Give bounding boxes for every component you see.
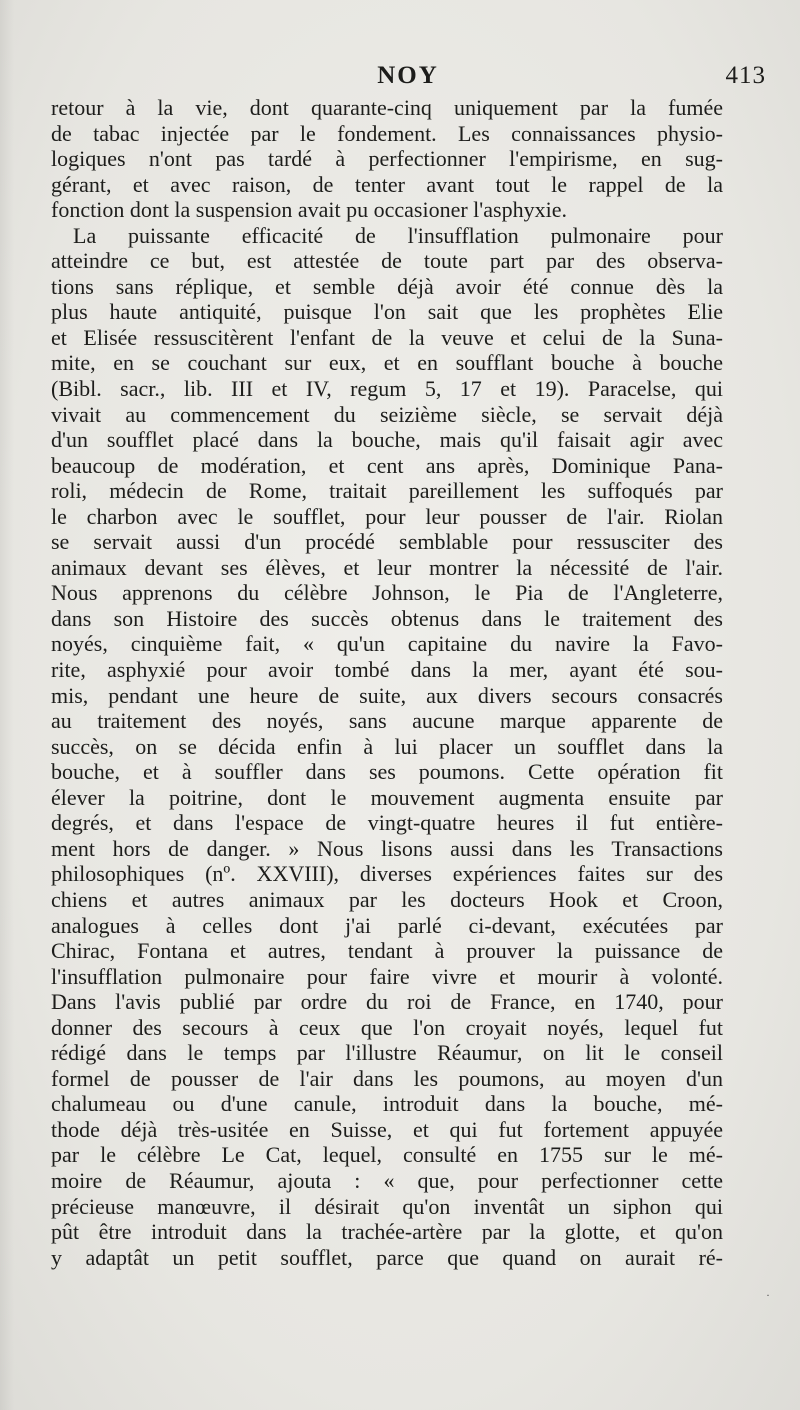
text-line: atteindre ce but, est attestée de toute part par des observa- [51, 248, 723, 274]
text-line: rédigé dans le temps par l'illustre Réaumur, on lit le conseil [51, 1040, 723, 1066]
text-line: l'insufflation pulmonaire pour faire vivre et mourir à volonté. [51, 963, 723, 989]
text-line: pût être introduit dans la trachée-artère par la glotte, et qu'on [51, 1219, 723, 1245]
paper-speck: · [766, 1288, 770, 1302]
text-line: philosophiques (nº. XXVIII), diverses expériences faites sur des [51, 861, 723, 887]
text-line: logiques n'ont pas tardé à perfectionner l'empirisme, en sug- [51, 146, 723, 172]
text-line: roli, médecin de Rome, traitait pareillement les suffoqués par [51, 478, 723, 504]
text-line: par le célèbre Le Cat, lequel, consulté en 1755 sur le mé- [51, 1142, 723, 1168]
page-edge-shadow [0, 0, 14, 1410]
text-line: degrés, et dans l'espace de vingt-quatre heures il fut entière- [51, 810, 723, 836]
running-head: NOY [377, 62, 439, 89]
text-line: plus haute antiquité, puisque l'on sait que les prophètes Elie [51, 299, 723, 325]
body-text [51, 95, 723, 1270]
text-line: Nous apprenons du célèbre Johnson, le Pia de l'Angleterre, [51, 580, 723, 606]
text-line: dans son Histoire des succès obtenus dans le traitement des [51, 605, 723, 631]
text-line: au traitement des noyés, sans aucune marque apparente de [51, 708, 723, 734]
text-line: succès, on se décida enfin à lui placer un soufflet dans la [51, 733, 723, 759]
text-line: beaucoup de modération, et cent ans après, Dominique Pana- [51, 452, 723, 478]
text-line: rite, asphyxié pour avoir tombé dans la mer, ayant été sou- [51, 657, 723, 683]
text-line: animaux devant ses élèves, et leur montrer la nécessité de l'air. [51, 554, 723, 580]
text-line: Chirac, Fontana et autres, tendant à prouver la puissance de [51, 938, 723, 964]
text-line: chiens et autres animaux par les docteurs Hook et Croon, [51, 886, 723, 912]
text-line: y adaptât un petit soufflet, parce que quand on aurait ré- [51, 1244, 723, 1270]
text-line: et Elisée ressuscitèrent l'enfant de la veuve et celui de la Suna- [51, 324, 723, 350]
text-line: ment hors de danger. » Nous lisons aussi dans les Transactions [51, 835, 723, 861]
text-line: mis, pendant une heure de suite, aux divers secours consacrés [51, 682, 723, 708]
text-line: se servait aussi d'un procédé semblable pour ressusciter des [51, 529, 723, 555]
page-number: 413 [725, 62, 766, 89]
text-line: de tabac injectée par le fondement. Les connaissances physio- [51, 120, 723, 146]
page-header [50, 62, 766, 96]
text-line: moire de Réaumur, ajouta : « que, pour perfectionner cette [51, 1167, 723, 1193]
text-line: précieuse manœuvre, il désirait qu'on inventât un siphon qui [51, 1193, 723, 1219]
text-line: analogues à celles dont j'ai parlé ci-devant, exécutées par [51, 912, 723, 938]
text-line: le charbon avec le soufflet, pour leur pousser de l'air. Riolan [51, 503, 723, 529]
text-line: élever la poitrine, dont le mouvement augmenta ensuite par [51, 784, 723, 810]
text-line: noyés, cinquième fait, « qu'un capitaine du navire la Favo- [51, 631, 723, 657]
text-line: d'un soufflet placé dans la bouche, mais qu'il faisait agir avec [51, 427, 723, 453]
text-line: bouche, et à souffler dans ses poumons. Cette opération fit [51, 759, 723, 785]
text-line: formel de pousser de l'air dans les poumons, au moyen d'un [51, 1065, 723, 1091]
text-line: La puissante efficacité de l'insufflation pulmonaire pour [73, 222, 723, 248]
text-line: donner des secours à ceux que l'on croyait noyés, lequel fut [51, 1014, 723, 1040]
text-line: gérant, et avec raison, de tenter avant tout le rappel de la [51, 171, 723, 197]
text-line: thode déjà très-usitée en Suisse, et qui fut fortement appuyée [51, 1116, 723, 1142]
text-line: retour à la vie, dont quarante-cinq uniquement par la fumée [51, 95, 723, 120]
text-line: fonction dont la suspension avait pu occasioner l'asphyxie. [51, 197, 567, 223]
text-line: mite, en se couchant sur eux, et en soufflant bouche à bouche [51, 350, 723, 376]
text-line: chalumeau ou d'une canule, introduit dans la bouche, mé- [51, 1091, 723, 1117]
text-line: Dans l'avis publié par ordre du roi de France, en 1740, pour [51, 989, 723, 1015]
text-line: tions sans réplique, et semble déjà avoir été connue dès la [51, 273, 723, 299]
text-line: vivait au commencement du seizième siècle, se servait déjà [51, 401, 723, 427]
text-line: (Bibl. sacr., lib. III et IV, regum 5, 17 et 19). Paracelse, qui [51, 376, 723, 402]
